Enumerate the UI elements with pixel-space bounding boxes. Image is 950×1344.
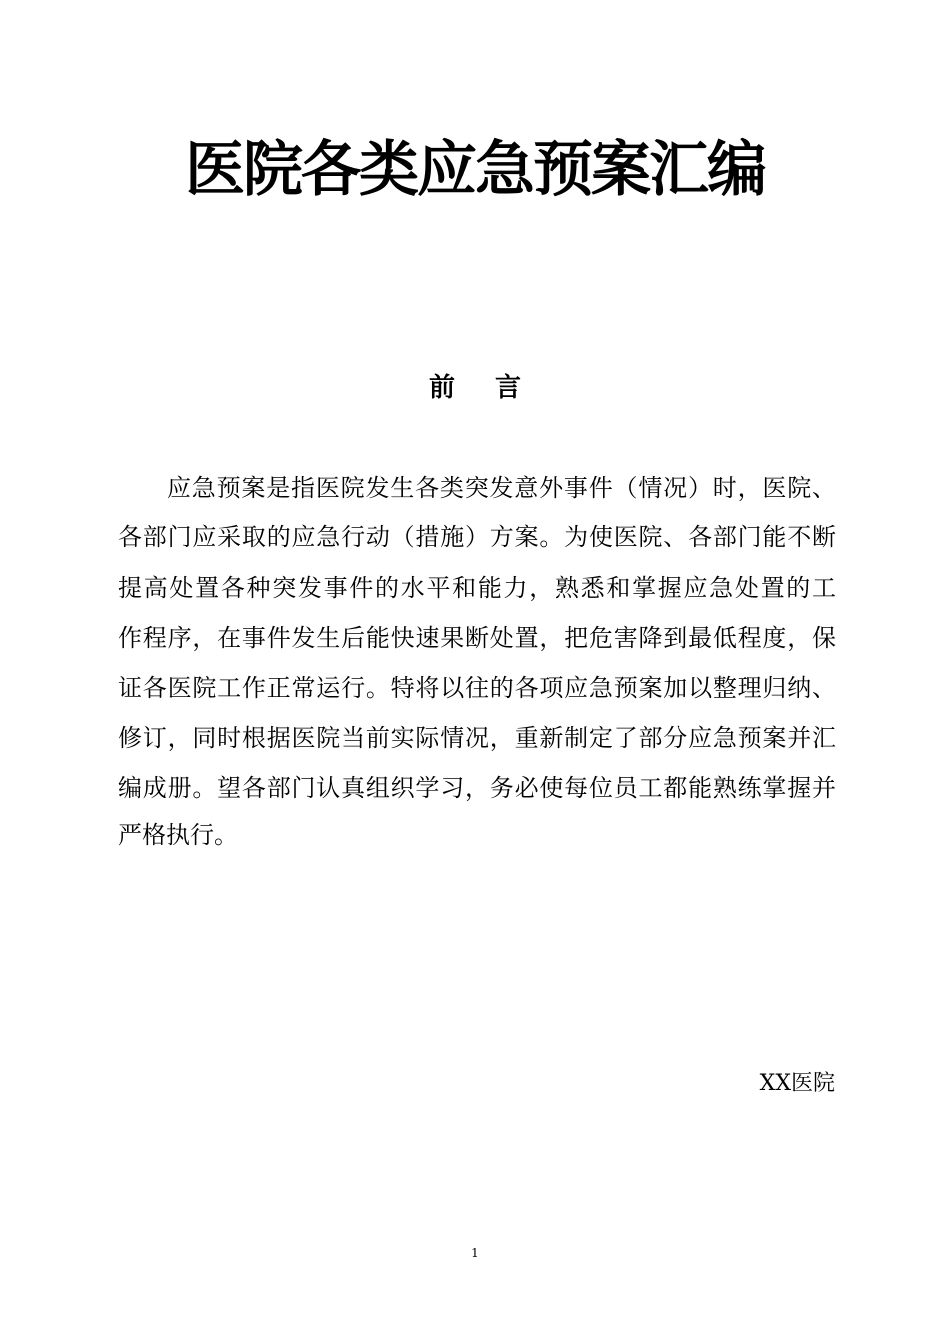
preface-line: 提高处置各种突发事件的水平和能力，熟悉和掌握应急处置的工 bbox=[118, 574, 836, 602]
preface-line: 修订，同时根据医院当前实际情况，重新制定了部分应急预案并汇 bbox=[118, 724, 836, 752]
preface-line: 严格执行。 bbox=[118, 821, 238, 849]
preface-heading-char: 前 bbox=[428, 373, 455, 403]
preface-line: 各部门应采取的应急行动（措施）方案。为使医院、各部门能不断 bbox=[118, 523, 836, 551]
preface-line: 作程序，在事件发生后能快速果断处置，把危害降到最低程度，保 bbox=[118, 624, 836, 652]
document-title: 医院各类应急预案汇编 bbox=[185, 135, 765, 205]
preface-heading-char: 言 bbox=[495, 373, 522, 403]
preface-heading bbox=[0, 370, 950, 406]
page-number: 1 bbox=[471, 1246, 479, 1260]
preface-line: 编成册。望各部门认真组织学习，务必使每位员工都能熟练掌握并 bbox=[118, 774, 836, 802]
signature: XX医院 bbox=[759, 1071, 835, 1096]
preface-line: 证各医院工作正常运行。特将以往的各项应急预案加以整理归纳、 bbox=[118, 674, 836, 702]
preface-line: 应急预案是指医院发生各类突发意外事件（情况）时，医院、 bbox=[167, 474, 836, 502]
